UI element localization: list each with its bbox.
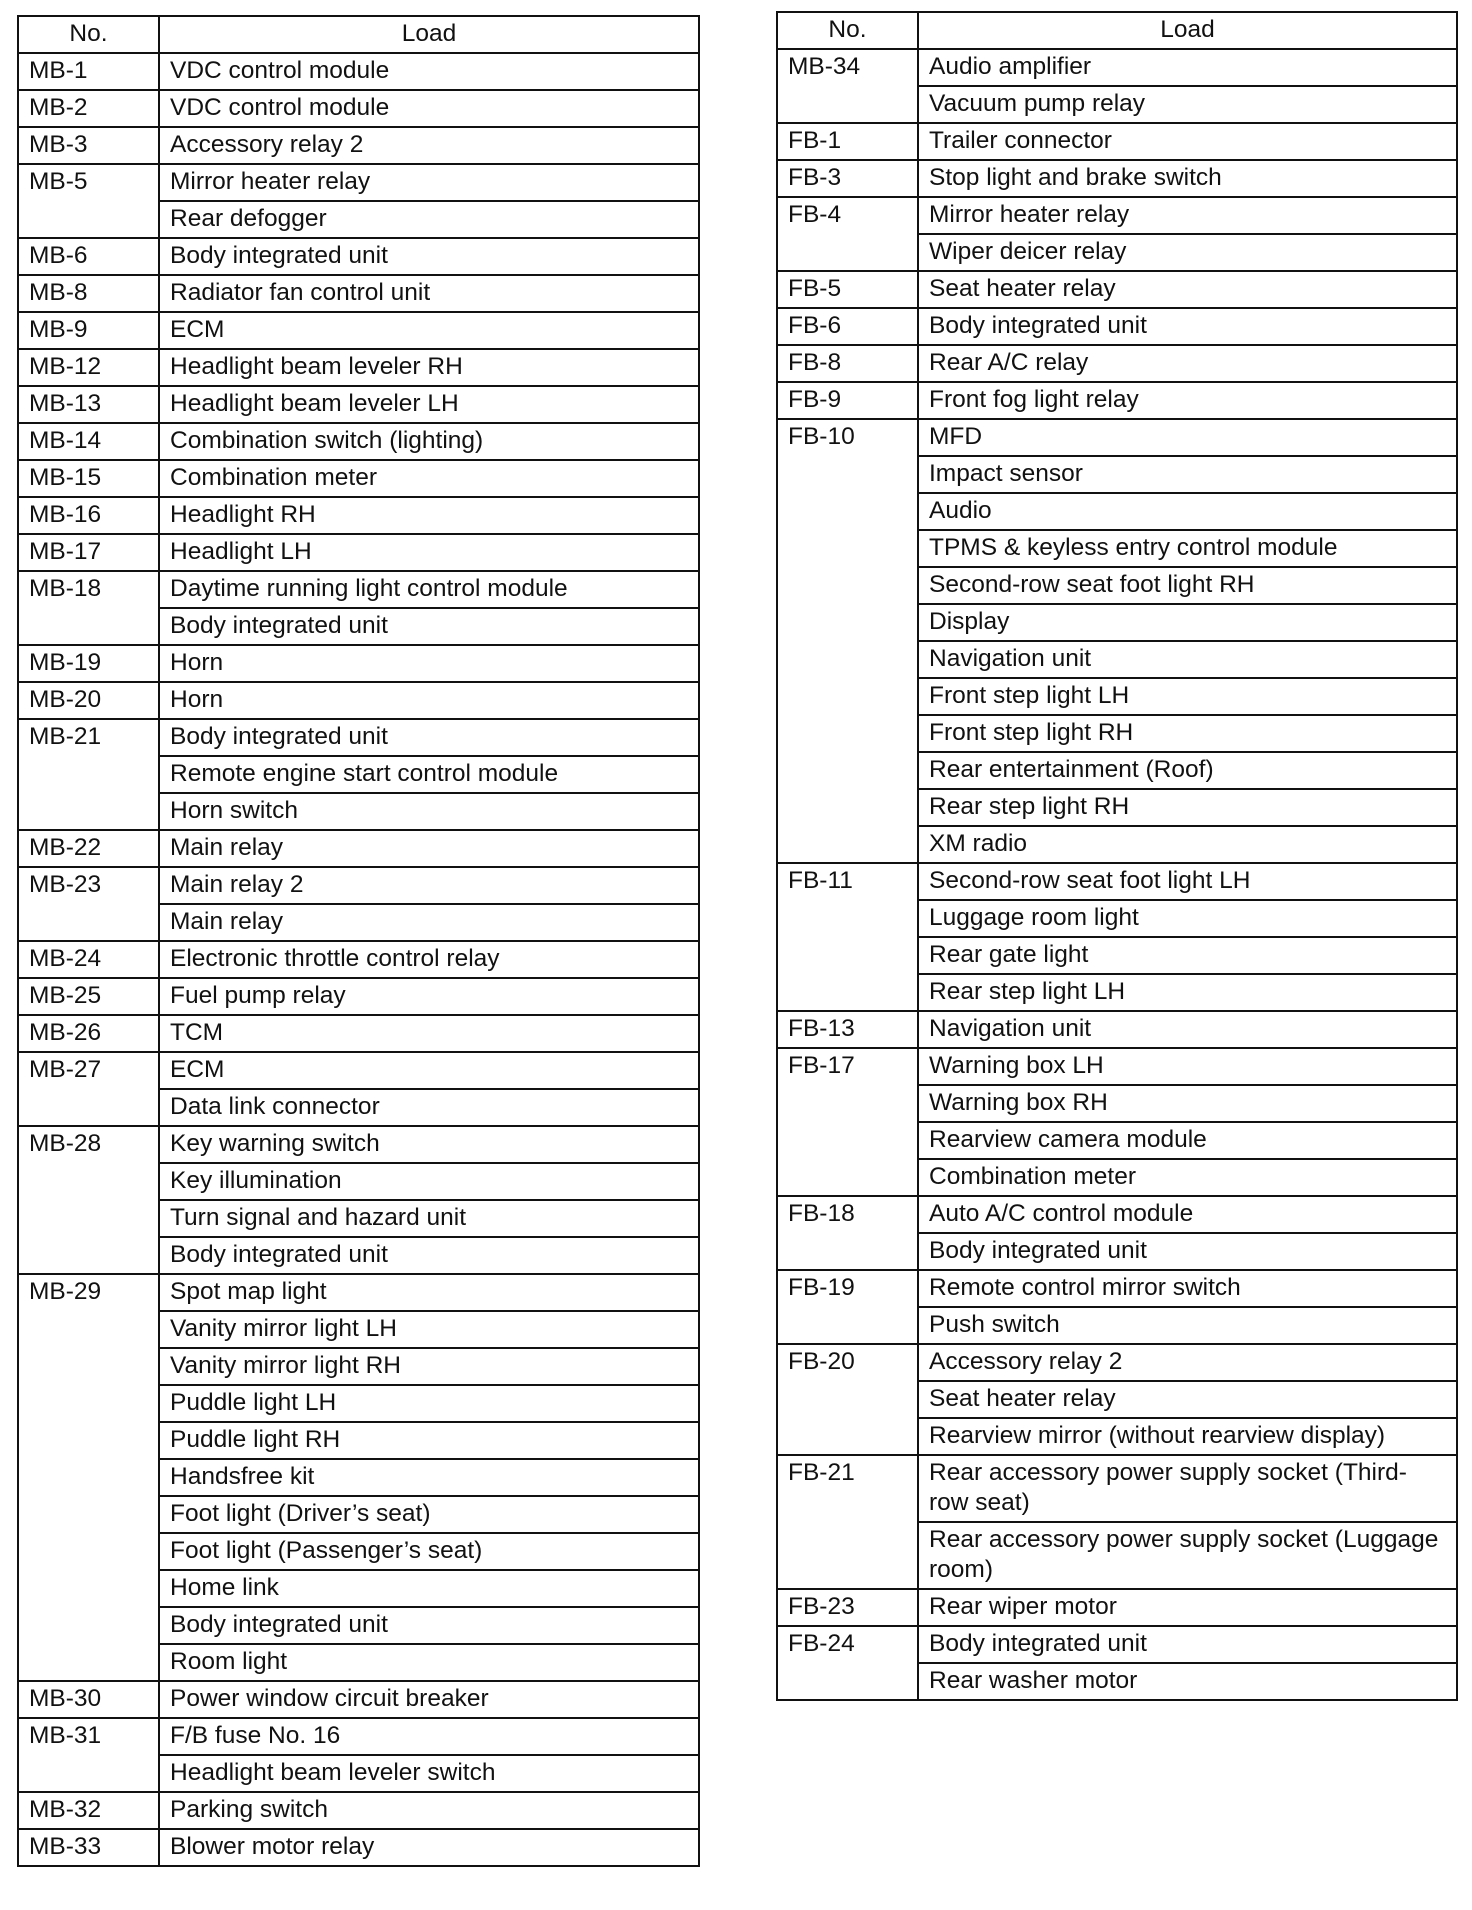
load-name: Stop light and brake switch bbox=[918, 160, 1457, 197]
fuse-number: MB-23 bbox=[18, 867, 159, 941]
load-name: Trailer connector bbox=[918, 123, 1457, 160]
table-row bbox=[18, 349, 699, 386]
load-name: Body integrated unit bbox=[159, 1607, 699, 1644]
load-name: Fuel pump relay bbox=[159, 978, 699, 1015]
fuse-number: FB-3 bbox=[777, 160, 918, 197]
fuse-number: MB-8 bbox=[18, 275, 159, 312]
table-row bbox=[18, 978, 699, 1015]
table-row bbox=[777, 1011, 1457, 1048]
fuse-number: MB-15 bbox=[18, 460, 159, 497]
fuse-number: MB-18 bbox=[18, 571, 159, 645]
load-name: Warning box RH bbox=[918, 1085, 1457, 1122]
fuse-number: FB-13 bbox=[777, 1011, 918, 1048]
load-name: Vacuum pump relay bbox=[918, 86, 1457, 123]
fuse-number: FB-10 bbox=[777, 419, 918, 863]
load-name: Power window circuit breaker bbox=[159, 1681, 699, 1718]
load-name: Main relay 2 bbox=[159, 867, 699, 904]
load-name: Body integrated unit bbox=[918, 1626, 1457, 1663]
table-row bbox=[777, 271, 1457, 308]
load-name: Second-row seat foot light LH bbox=[918, 863, 1457, 900]
load-name: Daytime running light control module bbox=[159, 571, 699, 608]
fuse-number: MB-28 bbox=[18, 1126, 159, 1274]
table-row bbox=[18, 312, 699, 349]
fuse-number: MB-1 bbox=[18, 53, 159, 90]
load-name: Foot light (Driver’s seat) bbox=[159, 1496, 699, 1533]
fuse-number: MB-2 bbox=[18, 90, 159, 127]
table-row bbox=[18, 386, 699, 423]
table-row bbox=[777, 197, 1457, 234]
load-name: Blower motor relay bbox=[159, 1829, 699, 1866]
table-row bbox=[777, 419, 1457, 456]
table-row bbox=[18, 1126, 699, 1163]
left-fuse-table bbox=[17, 15, 700, 1867]
fuse-number: MB-16 bbox=[18, 497, 159, 534]
load-name: Impact sensor bbox=[918, 456, 1457, 493]
load-name: Seat heater relay bbox=[918, 1381, 1457, 1418]
table-row bbox=[777, 382, 1457, 419]
load-name: Main relay bbox=[159, 904, 699, 941]
fuse-number: MB-5 bbox=[18, 164, 159, 238]
fuse-number: MB-30 bbox=[18, 1681, 159, 1718]
load-name: Rear gate light bbox=[918, 937, 1457, 974]
fuse-number: MB-29 bbox=[18, 1274, 159, 1681]
load-name: Front fog light relay bbox=[918, 382, 1457, 419]
load-name: Body integrated unit bbox=[159, 719, 699, 756]
load-name: Home link bbox=[159, 1570, 699, 1607]
fuse-number: MB-34 bbox=[777, 49, 918, 123]
load-name: ECM bbox=[159, 312, 699, 349]
load-name: Turn signal and hazard unit bbox=[159, 1200, 699, 1237]
load-name: Headlight beam leveler LH bbox=[159, 386, 699, 423]
fuse-number: FB-9 bbox=[777, 382, 918, 419]
load-name: TCM bbox=[159, 1015, 699, 1052]
fuse-number: FB-24 bbox=[777, 1626, 918, 1700]
load-name: Rear step light RH bbox=[918, 789, 1457, 826]
table-row bbox=[18, 534, 699, 571]
load-name: Audio bbox=[918, 493, 1457, 530]
load-name: Rearview mirror (without rearview display) bbox=[918, 1418, 1457, 1455]
table-row bbox=[777, 308, 1457, 345]
table-row bbox=[18, 645, 699, 682]
fuse-number: FB-8 bbox=[777, 345, 918, 382]
table-row bbox=[18, 1681, 699, 1718]
load-name: Rear step light LH bbox=[918, 974, 1457, 1011]
table-row bbox=[18, 682, 699, 719]
table-row bbox=[777, 1455, 1457, 1522]
load-name: Horn switch bbox=[159, 793, 699, 830]
table-row bbox=[18, 719, 699, 756]
load-name: Main relay bbox=[159, 830, 699, 867]
load-name: Rear washer motor bbox=[918, 1663, 1457, 1700]
load-name: Body integrated unit bbox=[918, 308, 1457, 345]
load-name: Mirror heater relay bbox=[159, 164, 699, 201]
load-name: VDC control module bbox=[159, 53, 699, 90]
fuse-number: MB-13 bbox=[18, 386, 159, 423]
column-header-load: Load bbox=[918, 12, 1457, 49]
load-name: MFD bbox=[918, 419, 1457, 456]
load-name: Headlight LH bbox=[159, 534, 699, 571]
load-name: Rear defogger bbox=[159, 201, 699, 238]
load-name: Horn bbox=[159, 645, 699, 682]
load-name: Remote control mirror switch bbox=[918, 1270, 1457, 1307]
load-name: Remote engine start control module bbox=[159, 756, 699, 793]
load-name: Accessory relay 2 bbox=[918, 1344, 1457, 1381]
load-name: Rear accessory power supply socket (Luggage room) bbox=[918, 1522, 1457, 1589]
table-row bbox=[777, 49, 1457, 86]
fuse-number: MB-26 bbox=[18, 1015, 159, 1052]
fuse-number: FB-4 bbox=[777, 197, 918, 271]
load-name: Body integrated unit bbox=[159, 608, 699, 645]
table-row bbox=[18, 867, 699, 904]
table-row bbox=[18, 571, 699, 608]
table-row bbox=[777, 1626, 1457, 1663]
fuse-number: FB-6 bbox=[777, 308, 918, 345]
column-header-no: No. bbox=[777, 12, 918, 49]
table-row bbox=[18, 1792, 699, 1829]
load-name: Puddle light RH bbox=[159, 1422, 699, 1459]
load-name: Rear accessory power supply socket (Third-row seat) bbox=[918, 1455, 1457, 1522]
load-name: Warning box LH bbox=[918, 1048, 1457, 1085]
fuse-number: FB-20 bbox=[777, 1344, 918, 1455]
load-name: Key warning switch bbox=[159, 1126, 699, 1163]
load-name: Combination meter bbox=[918, 1159, 1457, 1196]
table-row bbox=[18, 238, 699, 275]
load-name: Vanity mirror light RH bbox=[159, 1348, 699, 1385]
table-row bbox=[777, 1048, 1457, 1085]
load-name: Display bbox=[918, 604, 1457, 641]
load-name: Headlight beam leveler RH bbox=[159, 349, 699, 386]
load-name: Front step light LH bbox=[918, 678, 1457, 715]
fuse-number: MB-20 bbox=[18, 682, 159, 719]
fuse-number: FB-18 bbox=[777, 1196, 918, 1270]
fuse-number: MB-17 bbox=[18, 534, 159, 571]
fuse-number: MB-6 bbox=[18, 238, 159, 275]
fuse-number: MB-9 bbox=[18, 312, 159, 349]
load-name: Room light bbox=[159, 1644, 699, 1681]
fuse-number: MB-33 bbox=[18, 1829, 159, 1866]
table-row bbox=[18, 164, 699, 201]
table-row bbox=[18, 460, 699, 497]
load-name: F/B fuse No. 16 bbox=[159, 1718, 699, 1755]
fuse-number: MB-31 bbox=[18, 1718, 159, 1792]
table-row bbox=[18, 1829, 699, 1866]
load-name: Headlight beam leveler switch bbox=[159, 1755, 699, 1792]
table-row bbox=[18, 1718, 699, 1755]
load-name: Puddle light LH bbox=[159, 1385, 699, 1422]
fuse-number: FB-11 bbox=[777, 863, 918, 1011]
load-name: Seat heater relay bbox=[918, 271, 1457, 308]
fuse-number: MB-24 bbox=[18, 941, 159, 978]
load-name: XM radio bbox=[918, 826, 1457, 863]
load-name: Front step light RH bbox=[918, 715, 1457, 752]
column-header-load: Load bbox=[159, 16, 699, 53]
table-row bbox=[777, 1270, 1457, 1307]
fuse-number: FB-19 bbox=[777, 1270, 918, 1344]
table-row bbox=[18, 941, 699, 978]
fuse-number: MB-22 bbox=[18, 830, 159, 867]
table-row bbox=[777, 123, 1457, 160]
fuse-number: FB-5 bbox=[777, 271, 918, 308]
load-name: Navigation unit bbox=[918, 1011, 1457, 1048]
table-row bbox=[777, 1344, 1457, 1381]
table-row bbox=[18, 275, 699, 312]
load-name: Headlight RH bbox=[159, 497, 699, 534]
load-name: Rear entertainment (Roof) bbox=[918, 752, 1457, 789]
load-name: Rearview camera module bbox=[918, 1122, 1457, 1159]
header-row bbox=[18, 16, 699, 53]
table-row bbox=[18, 497, 699, 534]
load-name: Wiper deicer relay bbox=[918, 234, 1457, 271]
load-name: Body integrated unit bbox=[159, 1237, 699, 1274]
table-row bbox=[18, 90, 699, 127]
load-name: Luggage room light bbox=[918, 900, 1457, 937]
table-row bbox=[777, 160, 1457, 197]
fuse-number: MB-12 bbox=[18, 349, 159, 386]
fuse-number: FB-1 bbox=[777, 123, 918, 160]
fuse-number: FB-21 bbox=[777, 1455, 918, 1589]
fuse-number: MB-32 bbox=[18, 1792, 159, 1829]
load-name: Push switch bbox=[918, 1307, 1457, 1344]
load-name: Rear A/C relay bbox=[918, 345, 1457, 382]
fuse-number: MB-27 bbox=[18, 1052, 159, 1126]
table-row bbox=[777, 1589, 1457, 1626]
load-name: Body integrated unit bbox=[159, 238, 699, 275]
load-name: Audio amplifier bbox=[918, 49, 1457, 86]
header-row bbox=[777, 12, 1457, 49]
load-name: Rear wiper motor bbox=[918, 1589, 1457, 1626]
fuse-number: MB-3 bbox=[18, 127, 159, 164]
fuse-number: MB-21 bbox=[18, 719, 159, 830]
table-row bbox=[18, 1052, 699, 1089]
table-row bbox=[777, 863, 1457, 900]
table-row bbox=[18, 423, 699, 460]
load-name: Second-row seat foot light RH bbox=[918, 567, 1457, 604]
fuse-number: MB-19 bbox=[18, 645, 159, 682]
load-name: Navigation unit bbox=[918, 641, 1457, 678]
load-name: Foot light (Passenger’s seat) bbox=[159, 1533, 699, 1570]
load-name: Handsfree kit bbox=[159, 1459, 699, 1496]
load-name: Accessory relay 2 bbox=[159, 127, 699, 164]
load-name: Body integrated unit bbox=[918, 1233, 1457, 1270]
fuse-number: MB-14 bbox=[18, 423, 159, 460]
table-row bbox=[18, 127, 699, 164]
table-row bbox=[18, 1015, 699, 1052]
load-name: TPMS & keyless entry control module bbox=[918, 530, 1457, 567]
load-name: Combination meter bbox=[159, 460, 699, 497]
load-name: Horn bbox=[159, 682, 699, 719]
load-name: Electronic throttle control relay bbox=[159, 941, 699, 978]
load-name: Vanity mirror light LH bbox=[159, 1311, 699, 1348]
load-name: Spot map light bbox=[159, 1274, 699, 1311]
fuse-number: FB-23 bbox=[777, 1589, 918, 1626]
table-row bbox=[18, 1274, 699, 1311]
table-row bbox=[18, 53, 699, 90]
column-header-no: No. bbox=[18, 16, 159, 53]
fuse-number: FB-17 bbox=[777, 1048, 918, 1196]
load-name: Data link connector bbox=[159, 1089, 699, 1126]
right-fuse-table bbox=[776, 11, 1458, 1701]
load-name: Mirror heater relay bbox=[918, 197, 1457, 234]
load-name: ECM bbox=[159, 1052, 699, 1089]
fuse-number: MB-25 bbox=[18, 978, 159, 1015]
table-row bbox=[777, 345, 1457, 382]
load-name: Parking switch bbox=[159, 1792, 699, 1829]
load-name: Radiator fan control unit bbox=[159, 275, 699, 312]
load-name: Auto A/C control module bbox=[918, 1196, 1457, 1233]
load-name: Key illumination bbox=[159, 1163, 699, 1200]
table-row bbox=[18, 830, 699, 867]
load-name: VDC control module bbox=[159, 90, 699, 127]
load-name: Combination switch (lighting) bbox=[159, 423, 699, 460]
table-row bbox=[777, 1196, 1457, 1233]
